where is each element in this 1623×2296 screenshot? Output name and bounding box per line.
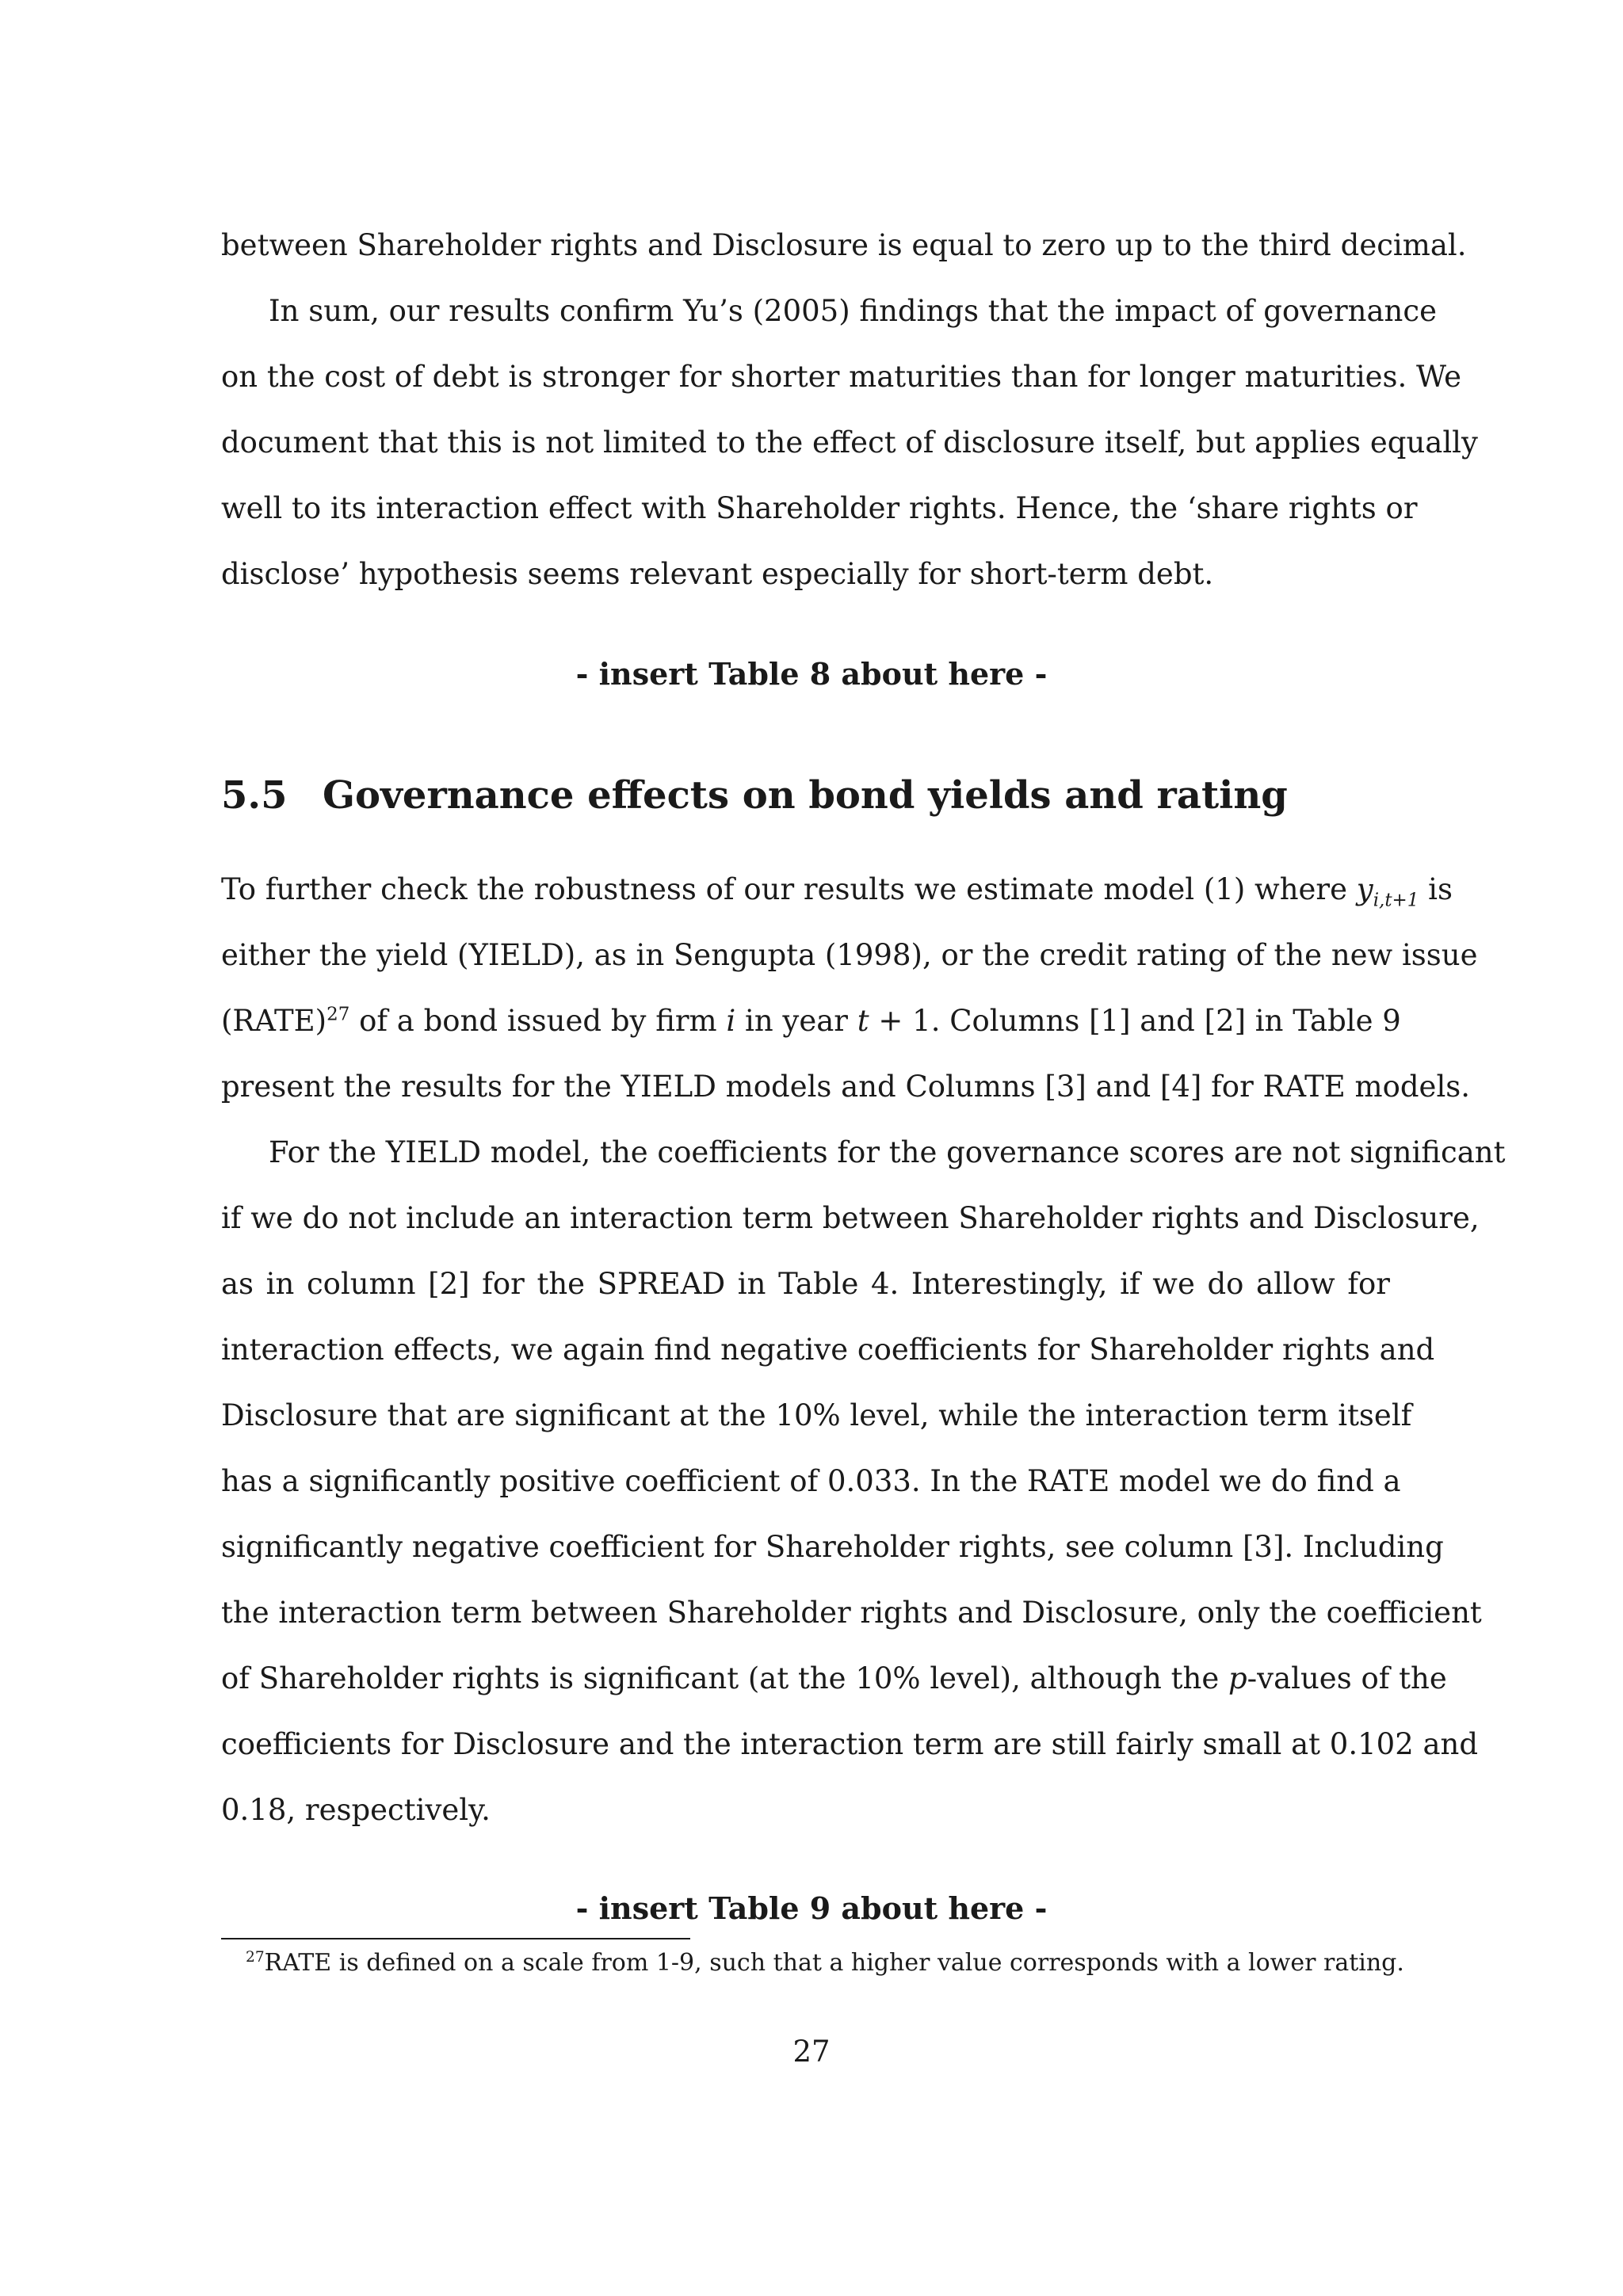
math-subscript: i,t+1 [1373, 890, 1419, 911]
text-line: present the results for the YIELD models and Columns [3] and [4] for RATE models. [221, 1070, 1471, 1104]
footnote-ref-27: 27 [327, 1004, 350, 1025]
text-line: as in column [2] for the SPREAD in Table 4. Interestingly, if we do allow for [221, 1267, 1390, 1301]
page-number: 27 [792, 2035, 831, 2069]
math-p: p [1228, 1661, 1247, 1695]
text-line: document that this is not limited to the effect of disclosure itself, but applies equally [221, 425, 1478, 460]
section-number: 5.5 [221, 773, 288, 818]
text-line: significantly negative coefficient for Shareholder rights, see column [3]. Including [221, 1530, 1444, 1564]
paragraph-robustness [221, 856, 1478, 1119]
math-t: t [857, 1004, 869, 1038]
text-line: of Shareholder rights is significant (at the 10% level), although the p-values of the [221, 1661, 1447, 1695]
text-line: 0.18, respectively. [221, 1793, 491, 1827]
text-line: disclose’ hypothesis seems relevant especially for short-term debt. [221, 557, 1214, 591]
text-line: For the YIELD model, the coefficients for the governance scores are not significant [269, 1135, 1506, 1169]
insert-table-8-note: - insert Table 8 about here - [575, 656, 1048, 692]
text-line: In sum, our results confirm Yu’s (2005) findings that the impact of governance [269, 294, 1437, 328]
section-title: Governance effects on bond yields and rating [323, 773, 1288, 818]
text-line: either the yield (YIELD), as in Sengupta (1998), or the credit rating of the new issue [221, 938, 1478, 972]
footnote-27 [221, 1946, 1404, 1981]
footnote-mark: 27 [246, 1949, 265, 1966]
text-line: if we do not include an interaction term between Shareholder rights and Disclosure, [221, 1201, 1480, 1235]
text-line: well to its interaction effect with Shareholder rights. Hence, the ‘share rights or [221, 491, 1418, 525]
insert-table-9-note: - insert Table 9 about here - [575, 1890, 1048, 1926]
paragraph-continuation [221, 212, 1467, 278]
paragraph-yield-model [221, 1119, 1506, 1843]
math-i: i [726, 1004, 736, 1038]
text-line: the interaction term between Shareholder rights and Disclosure, only the coefficient [221, 1596, 1482, 1630]
paragraph-in-sum [221, 278, 1478, 607]
text-line: Disclosure that are significant at the 10% level, while the interaction term itself [221, 1398, 1412, 1432]
text-line: between Shareholder rights and Disclosure is equal to zero up to the third decimal. [221, 228, 1467, 262]
text-line: (RATE)$^{27}$ of a bond issued by firm i in year t + 1. Columns [1] and [2] in Table 9 [221, 1004, 1401, 1038]
section-heading [221, 773, 1288, 818]
footnote-rule [221, 1938, 690, 1939]
text-line: interaction effects, we again find negative coefficients for Shareholder rights and [221, 1333, 1435, 1367]
math-y: y [1356, 872, 1373, 906]
text-line: coefficients for Disclosure and the interaction term are still fairly small at 0.102 and [221, 1727, 1479, 1761]
text-line: has a significantly positive coefficient of 0.033. In the RATE model we do find a [221, 1464, 1401, 1498]
text-line: To further check the robustness of our results we estimate model (1) where $y_{i,t+1}$ is [221, 872, 1453, 911]
footnote-text: RATE is defined on a scale from 1-9, such that a higher value corresponds with a lower rating. [264, 1949, 1404, 1977]
text-line: on the cost of debt is stronger for shorter maturities than for longer maturities. We [221, 360, 1461, 394]
